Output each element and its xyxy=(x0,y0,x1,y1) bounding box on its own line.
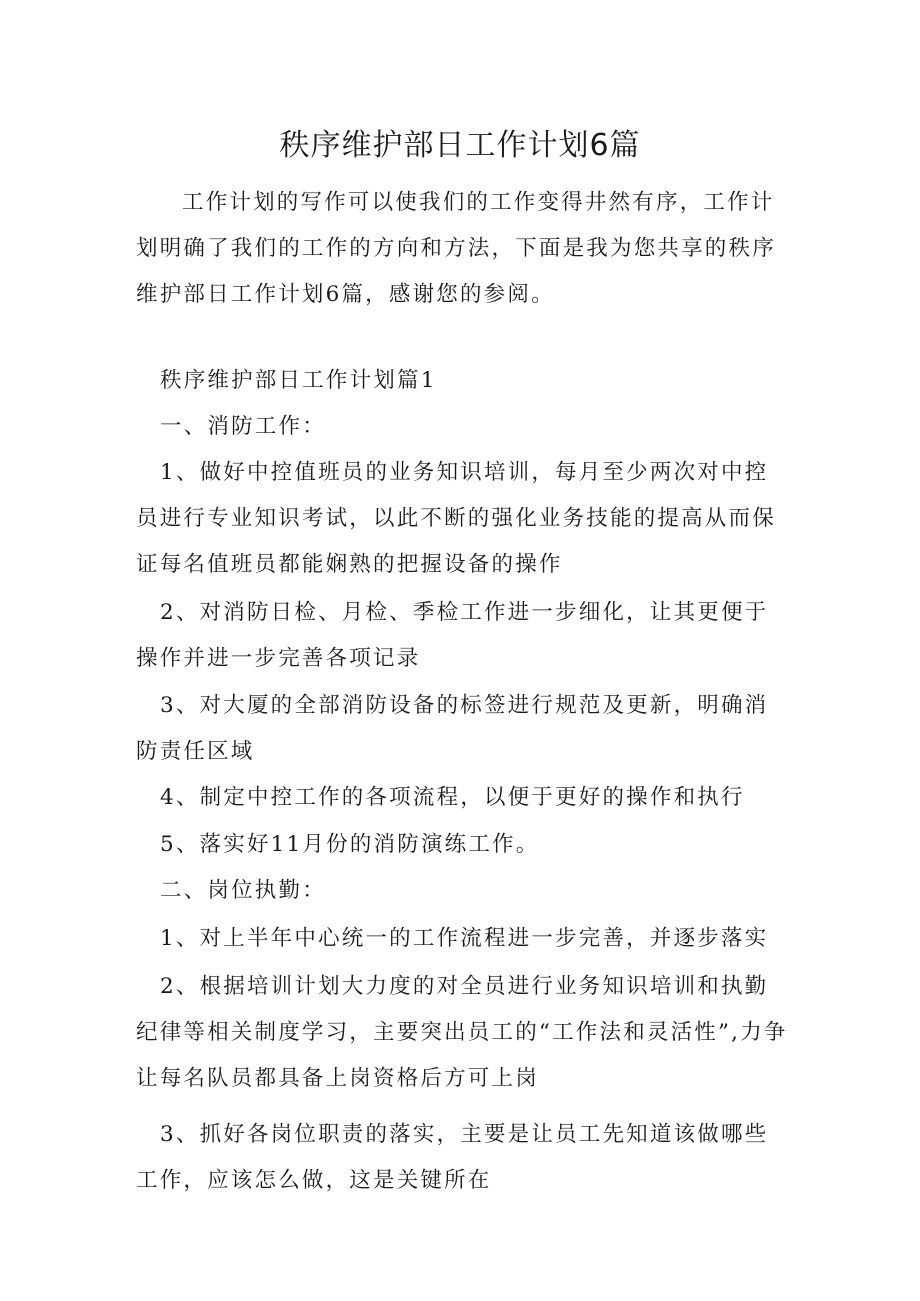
part1-heading: 一、消防工作： xyxy=(160,414,326,439)
part1-item-3: 3、对大厦的全部消防设备的标签进行规范及更新，明确消防责任区域 xyxy=(136,693,769,764)
part2-item-3: 3、抓好各岗位职责的落实，主要是让员工先知道该做哪些工作，应该怎么做，这是关键所在 xyxy=(136,1122,769,1193)
section-heading: 秩序维护部日工作计划篇1 xyxy=(160,368,437,393)
part2-heading: 二、岗位执勤： xyxy=(160,878,326,903)
part2-item-2: 2、根据培训计划大力度的对全员进行业务知识培训和执勤纪律等相关制度学习，主要突出员工的“工作法和灵活性”,力争让每名队员都具备上岗资格后方可上岗 xyxy=(136,974,788,1091)
document-title: 秩序维护部日工作计划6篇 xyxy=(279,128,641,163)
part1-item-2: 2、对消防日检、月检、季检工作进一步细化，让其更便于操作并进一步完善各项记录 xyxy=(136,600,769,671)
intro-paragraph: 工作计划的写作可以使我们的工作变得井然有序，工作计划明确了我们的工作的方向和方法，下面是我为您共享的秩序维护部日工作计划6篇，感谢您的参阅。 xyxy=(136,190,776,307)
part1-item-4: 4、制定中控工作的各项流程，以便于更好的操作和执行 xyxy=(160,785,745,810)
part1-item-5: 5、落实好11月份的消防演练工作。 xyxy=(160,832,540,857)
part1-item-1: 1、做好中控值班员的业务知识培训，每月至少两次对中控员进行专业知识考试，以此不断的强化业务技能的提高从而保证每名值班员都能娴熟的把握设备的操作 xyxy=(136,460,776,577)
part2-item-1: 1、对上半年中心统一的工作流程进一步完善，并逐步落实 xyxy=(160,926,769,951)
